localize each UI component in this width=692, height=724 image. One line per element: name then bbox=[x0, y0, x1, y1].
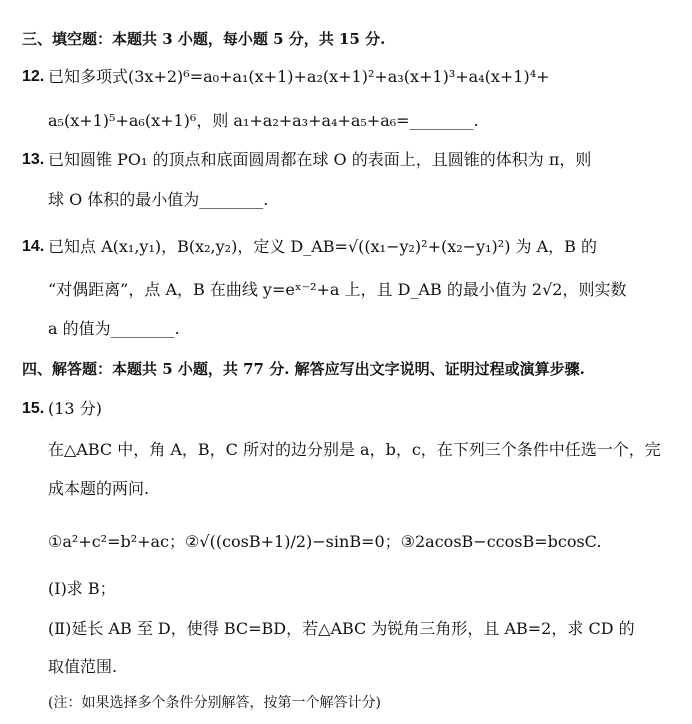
q13-line1: 已知圆锥 PO₁ 的顶点和底面圆周都在球 O 的表面上，且圆锥的体积为 π，则 bbox=[48, 150, 592, 169]
q15-part2-line1: (Ⅱ)延长 AB 至 D，使得 BC=BD，若△ABC 为锐角三角形，且 AB=2，求 CD 的 bbox=[48, 619, 635, 638]
q15-points: (13 分) bbox=[48, 399, 102, 418]
q15-line1: 在△ABC 中，角 A，B，C 所对的边分别是 a，b，c，在下列三个条件中任选一个，完 bbox=[48, 440, 661, 459]
q15-part2-line2: 取值范围. bbox=[48, 657, 118, 676]
q15-number: 15. bbox=[22, 400, 45, 417]
q13-number: 13. bbox=[22, 151, 45, 168]
section3-heading: 三、填空题：本题共 3 小题，每小题 5 分，共 15 分. bbox=[22, 30, 386, 48]
q14-line1: 已知点 A(x₁,y₁)，B(x₂,y₂)，定义 D_AB=√((x₁−y₂)²+(x₂−y₁)²) 为 A，B 的 bbox=[48, 237, 598, 256]
q14-number: 14. bbox=[22, 238, 45, 255]
q15-note: (注：如果选择多个条件分别解答，按第一个解答计分) bbox=[48, 695, 381, 711]
section4-heading: 四、解答题：本题共 5 小题，共 77 分. 解答应写出文字说明、证明过程或演算步骤. bbox=[22, 360, 585, 378]
q14-line3: a 的值为________. bbox=[48, 319, 180, 338]
q12-number: 12. bbox=[22, 68, 45, 85]
q12-line2: a₅(x+1)⁵+a₆(x+1)⁶，则 a₁+a₂+a₃+a₄+a₅+a₆=________. bbox=[48, 111, 479, 130]
q12-line1: 已知多项式(3x+2)⁶=a₀+a₁(x+1)+a₂(x+1)²+a₃(x+1)³+a₄(x+1)⁴+ bbox=[48, 67, 550, 86]
q14-line2: “对偶距离”，点 A，B 在曲线 y=eˣ⁻²+a 上，且 D_AB 的最小值为 2√2，则实数 bbox=[48, 280, 627, 299]
q13-line2: 球 O 体积的最小值为________. bbox=[48, 190, 269, 209]
q15-conditions: ①a²+c²=b²+ac；②√((cosB+1)/2)−sinB=0；③2acosB−ccosB=bcosC. bbox=[48, 532, 602, 551]
q15-line2: 成本题的两问. bbox=[48, 479, 150, 498]
q15-part1: (Ⅰ)求 B； bbox=[48, 579, 116, 598]
